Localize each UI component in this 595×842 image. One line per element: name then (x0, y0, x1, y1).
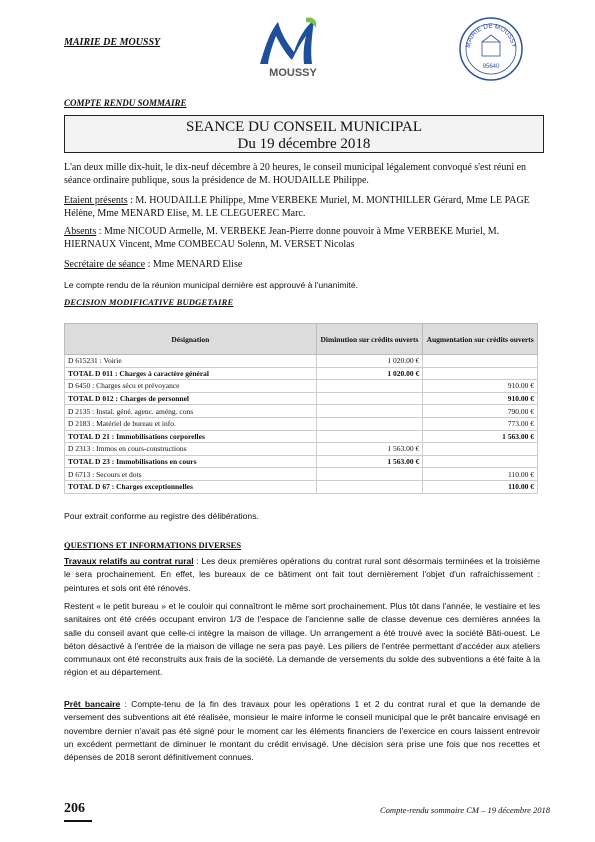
section-label: COMPTE RENDU SOMMAIRE (64, 98, 187, 108)
cell-augmentation: 910.00 € (423, 380, 538, 393)
page-number-rule (64, 820, 92, 822)
secretaire-text: : Mme MENARD Elise (145, 259, 243, 270)
seal-code: 95640 (482, 64, 500, 70)
cell-diminution: 1 563.00 € (316, 455, 423, 468)
title-box (64, 115, 544, 153)
cell-diminution: 1 020.00 € (316, 355, 423, 368)
cell-augmentation (423, 355, 538, 368)
cell-designation: D 2135 : Instal. géné. agenc. améng. cons (65, 405, 317, 418)
cell-designation: TOTAL D 011 : Charges à caractère général (65, 367, 317, 380)
pret-paragraph (64, 698, 540, 764)
presents-text: : M. HOUDAILLE Philippe, Mme VERBEKE Muriel, M. MONTHILLER Gérard, Mme LE PAGE Hélène, Mme MENARD Elise, M. LE CLEGUEREC Marc. (64, 195, 530, 219)
cell-diminution (316, 430, 423, 443)
secretaire-label: Secrétaire de séance (64, 259, 146, 270)
table-row (65, 392, 538, 405)
page-number: 206 (64, 801, 85, 816)
cell-diminution (316, 392, 423, 405)
mairie-header: MAIRIE DE MOUSSY (64, 37, 161, 48)
mairie-seal (458, 16, 524, 82)
cell-diminution (316, 468, 423, 481)
travaux-paragraph-2: Restent « le petit bureau » et le couloir qui connaîtront le même sort prochainement. Plus tôt dans l'année, le vestiaire et les sanitaires ont été créés occupant environ 1/3 de l'espace de l'ancienne salle de classe devenue ces dernières années la salle du conseil avant que celle-ci intègre la maison de village. Un arrangement a été trouvé avec la société Bâti-ouest. Le béton désactivé à l'entrée de la maison de village ne sera pas payé. Les piliers de l'entrée permettant d'accéder aux ateliers communaux ont été reconstruits aux frais de la société. La demande de versements du solde des subventions a été faite à la région et au département. (64, 601, 540, 678)
secretaire-paragraph (64, 259, 544, 272)
presents-paragraph (64, 195, 544, 220)
cell-diminution (316, 380, 423, 393)
cell-designation: TOTAL D 21 : Immobilisations corporelles (65, 430, 317, 443)
cell-augmentation: 773.00 € (423, 417, 538, 430)
cell-augmentation: 790.00 € (423, 405, 538, 418)
cell-designation: TOTAL D 67 : Charges exceptionnelles (65, 480, 317, 493)
cell-diminution: 1 563.00 € (316, 443, 423, 456)
cell-designation: D 615231 : Voirie (65, 355, 317, 368)
table-row (65, 480, 538, 493)
cell-diminution (316, 480, 423, 493)
table-row (65, 443, 538, 456)
cell-diminution (316, 405, 423, 418)
budget-table (64, 323, 538, 494)
col-augmentation: Augmentation sur crédits ouverts (423, 324, 538, 355)
table-row (65, 455, 538, 468)
cell-diminution (316, 417, 423, 430)
pret-label: Prêt bancaire (64, 699, 121, 709)
presents-label: Etaient présents (64, 195, 128, 206)
cell-augmentation (423, 455, 538, 468)
table-row (65, 380, 538, 393)
absents-text: : Mme NICOUD Armelle, M. VERBEKE Jean-Pierre donne pouvoir à Mme VERBEKE Muriel, M. HIERNAUX Vincent, Mme COMBECAU Solenn, M. VERSET Nicolas (64, 226, 500, 250)
cell-designation: D 6450 : Charges sécu et prévoyance (65, 380, 317, 393)
travaux-paragraph (64, 555, 540, 595)
table-row (65, 430, 538, 443)
seal-text: MAIRIE DE MOUSSY (464, 22, 518, 49)
approval-text: Le compte rendu de la réunion municipal dernière est approuvé à l'unanimité. (64, 280, 359, 290)
footer-text: Compte-rendu sommaire CM – 19 décembre 2018 (380, 805, 550, 815)
travaux-text: : Les deux premières opérations du contrat rural sont désormais terminées et la troisième le sera prochainement. En effet, les bureaux de ce bâtiment ont fait tout dernièrement l'objet d'un rafraichissement : peintures et sols ont été rénovés. (64, 556, 540, 593)
cell-diminution: 1 020.00 € (316, 367, 423, 380)
pret-text: : Compte-tenu de la fin des travaux pour les opérations 1 et 2 du contrat rural et que la demande de versement des subventions ait été réalisée, monsieur le maire informe le conseil municipal que le prêt bancaire envisagé en novembre dernier n'avait pas été signé pour le moment car les éléments financiers de l'exercice en cours laissent entrevoir un excédent permettant de diminuer le montant du crédit envisagé. Une décision sera prise une fois que nos recettes et dépenses de 2018 seront définitivement connues. (64, 699, 540, 763)
extract-text: Pour extrait conforme au registre des délibérations. (64, 511, 259, 521)
cell-designation: D 6713 : Secours et dots (65, 468, 317, 481)
logo-m-blue (260, 20, 314, 64)
questions-title: QUESTIONS ET INFORMATIONS DIVERSES (64, 540, 242, 550)
moussy-logo (248, 14, 338, 80)
intro-paragraph: L'an deux mille dix-huit, le dix-neuf décembre à 20 heures, le conseil municipal légalement convoqué s'est réuni en séance ordinaire publique, sous la présidence de M. HOUDAILLE Philippe. (64, 162, 527, 186)
table-row (65, 405, 538, 418)
decision-title: DECISION MODIFICATIVE BUDGETAIRE (64, 297, 234, 307)
cell-augmentation: 110.00 € (423, 468, 538, 481)
cell-augmentation (423, 367, 538, 380)
table-row (65, 468, 538, 481)
travaux-label: Travaux relatifs au contrat rural (64, 556, 194, 566)
table-row (65, 355, 538, 368)
cell-designation: D 2313 : Immos en cours-constructions (65, 443, 317, 456)
logo-text: MOUSSY (269, 67, 317, 79)
table-row (65, 417, 538, 430)
cell-augmentation: 110.00 € (423, 480, 538, 493)
title-line1: SEANCE DU CONSEIL MUNICIPAL (186, 119, 422, 135)
cell-augmentation: 1 563.00 € (423, 430, 538, 443)
cell-augmentation: 910.00 € (423, 392, 538, 405)
title-line2: Du 19 décembre 2018 (237, 136, 371, 152)
col-designation: Désignation (65, 324, 317, 355)
cell-designation: TOTAL D 23 : Immobilisations en cours (65, 455, 317, 468)
col-diminution: Diminution sur crédits ouverts (316, 324, 423, 355)
absents-paragraph (64, 226, 544, 251)
absents-label: Absents (64, 226, 97, 237)
table-row (65, 367, 538, 380)
cell-designation: TOTAL D 012 : Charges de personnel (65, 392, 317, 405)
cell-augmentation (423, 443, 538, 456)
cell-designation: D 2183 : Matériel de bureau et info. (65, 417, 317, 430)
